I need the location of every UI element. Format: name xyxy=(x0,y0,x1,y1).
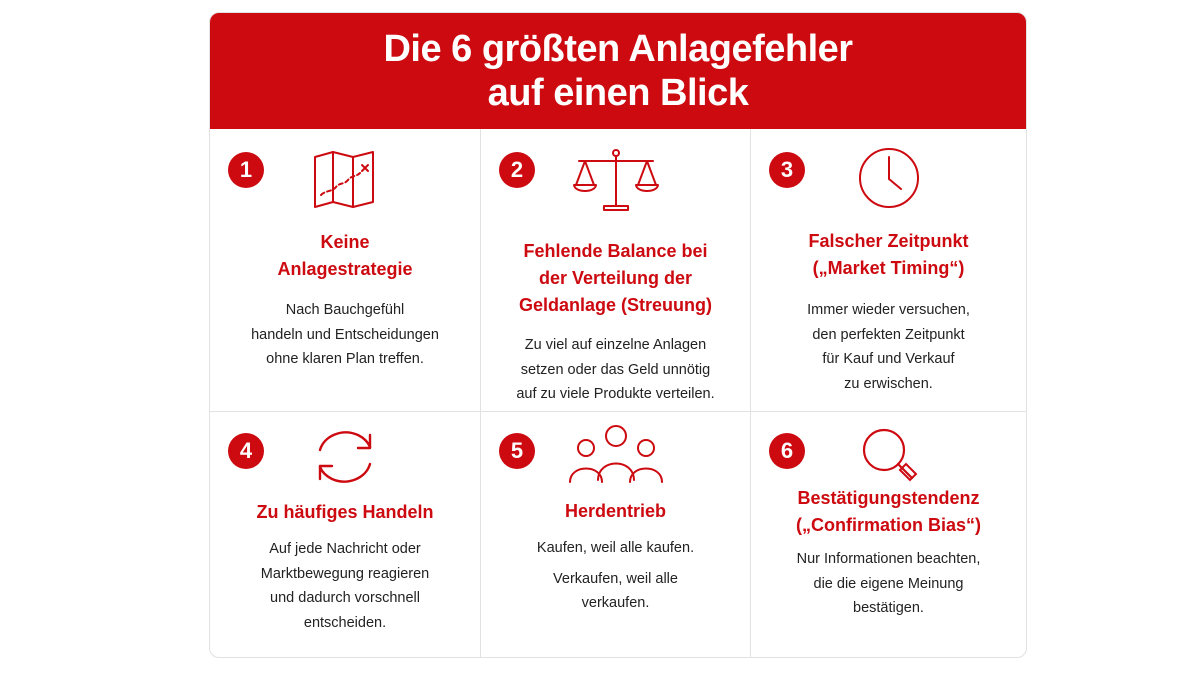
description-line: Auf jede Nachricht oder xyxy=(269,541,421,557)
mistake-title xyxy=(481,498,750,525)
title-line: Falscher Zeitpunkt xyxy=(808,231,969,251)
mistake-card-3 xyxy=(751,129,1026,412)
title-line: Zu häufiges Handeln xyxy=(256,502,434,522)
title-line: Anlagestrategie xyxy=(277,259,413,279)
description-line: Marktbewegung reagieren xyxy=(260,565,430,582)
scale-icon xyxy=(571,143,661,213)
magnifier-icon xyxy=(854,422,924,492)
mistake-card-1 xyxy=(210,129,481,412)
mistake-description xyxy=(481,333,750,407)
mistake-card-6 xyxy=(751,412,1026,658)
mistake-title xyxy=(210,499,480,526)
description-line: ohne klaren Plan treffen. xyxy=(266,351,424,367)
description-line: den perfekten Zeitpunkt xyxy=(812,326,965,343)
description-line: zu erwischen. xyxy=(844,375,933,392)
title-line: Keine xyxy=(320,232,370,252)
title-line: („Confirmation Bias“) xyxy=(795,515,981,535)
map-icon xyxy=(310,143,380,213)
mistake-description xyxy=(210,298,480,372)
people-group-icon xyxy=(566,422,666,492)
title-line: Fehlende Balance bei xyxy=(523,241,708,261)
number-badge: 6 xyxy=(769,433,805,469)
infographic-card xyxy=(209,12,1027,658)
description-line: handeln und Entscheidungen xyxy=(251,326,439,343)
title-line: Geldanlage (Streuung) xyxy=(518,295,713,315)
mistake-card-2 xyxy=(481,129,751,412)
page-title-line-1: Die 6 größten Anlagefehler xyxy=(383,28,853,70)
title-line: Herdentrieb xyxy=(564,501,667,521)
page-title-line-2: auf einen Blick xyxy=(487,72,749,114)
description-line: auf zu viele Produkte verteilen. xyxy=(516,386,715,402)
description-line: die die eigene Meinung xyxy=(813,575,964,592)
header-banner xyxy=(210,13,1026,129)
mistake-description xyxy=(751,547,1026,621)
description-line: Immer wieder versuchen, xyxy=(807,302,970,318)
mistake-title xyxy=(481,238,750,319)
number-badge: 2 xyxy=(499,152,535,188)
number-badge: 4 xyxy=(228,433,264,469)
number-badge: 1 xyxy=(228,152,264,188)
mistake-title xyxy=(210,229,480,283)
mistake-description xyxy=(481,536,750,616)
description-line: Nur Informationen beachten, xyxy=(796,551,981,567)
title-line: Bestätigungstendenz xyxy=(797,488,980,508)
number-badge: 5 xyxy=(499,433,535,469)
description-line: Zu viel auf einzelne Anlagen xyxy=(524,337,707,353)
number-badge: 3 xyxy=(769,152,805,188)
title-line: der Verteilung der xyxy=(538,268,693,288)
description-line: Kaufen, weil alle kaufen. xyxy=(536,540,695,556)
description-line: Nach Bauchgefühl xyxy=(285,302,405,318)
mistakes-grid xyxy=(210,129,1026,658)
mistake-description xyxy=(210,537,480,635)
mistake-card-5 xyxy=(481,412,751,658)
description-line: Verkaufen, weil alle xyxy=(553,570,678,587)
mistake-title xyxy=(751,228,1026,282)
description-line: entscheiden. xyxy=(303,614,387,631)
description-line: bestätigen. xyxy=(853,600,924,616)
description-line: setzen oder das Geld unnötig xyxy=(520,361,711,378)
mistake-card-4 xyxy=(210,412,481,658)
mistake-description xyxy=(751,298,1026,396)
description-line: für Kauf und Verkauf xyxy=(822,351,955,367)
description-line: und dadurch vorschnell xyxy=(270,590,420,606)
clock-icon xyxy=(854,143,924,213)
description-line: verkaufen. xyxy=(581,595,650,611)
mistake-title xyxy=(751,485,1026,539)
title-line: („Market Timing“) xyxy=(812,258,965,278)
refresh-icon xyxy=(310,422,380,492)
